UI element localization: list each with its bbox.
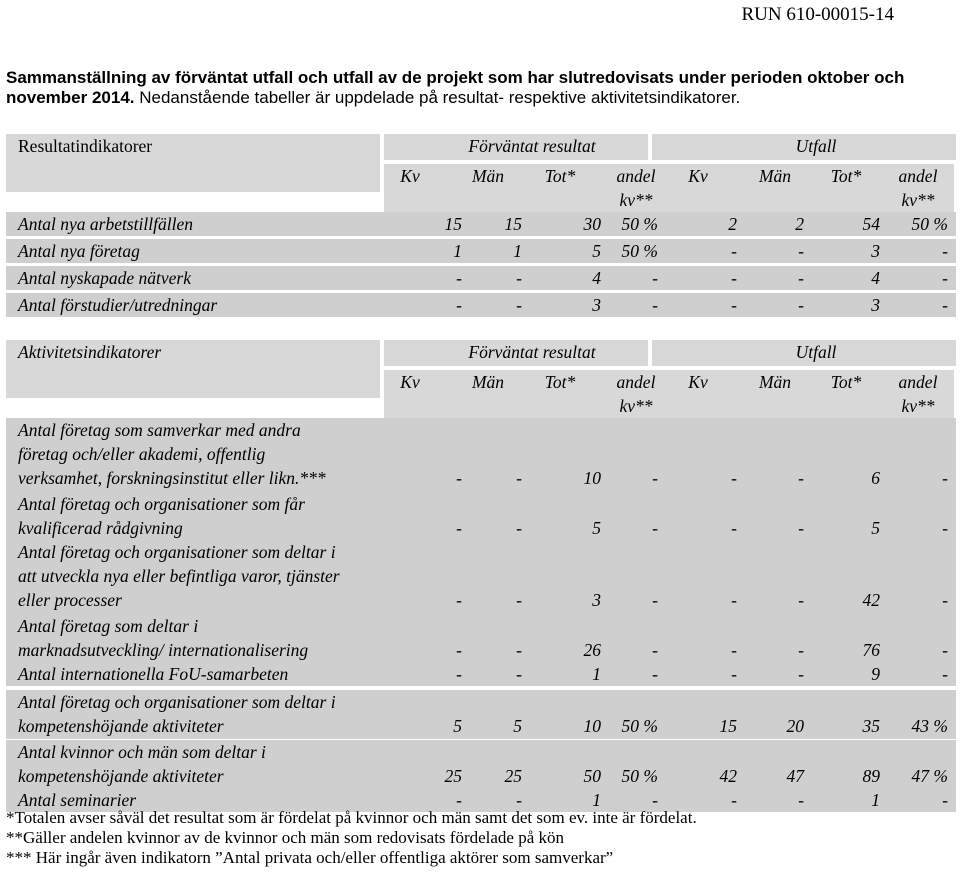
cell-value: - [456,295,462,315]
group-expected-label: Förväntat resultat [468,342,596,362]
cell-value: - [731,468,737,488]
column-header: Tot* [544,166,576,186]
cell-value: - [798,640,804,660]
row-label: Antal företag och organisationer som deltar i [18,692,336,712]
cell-value: 5 [871,518,880,538]
cell-value: 3 [871,295,880,315]
cell-value: - [798,664,804,684]
row-label: Antal företag och organisationer som får [18,494,305,514]
cell-value: - [731,268,737,288]
cell-value: - [731,790,737,810]
cell-value: 10 [583,716,601,736]
column-header: Män [471,372,505,392]
cell-value: 1 [453,241,462,261]
row-label: kvalificerad rådgivning [18,518,183,538]
cell-value: - [652,640,658,660]
cell-value: 2 [728,214,737,234]
row-label: Antal nya arbetstillfällen [18,214,193,234]
cell-value: - [652,590,658,610]
row-label: Antal nyskapade nätverk [18,268,192,288]
row-label: Antal seminarier [18,790,137,810]
cell-value: - [456,268,462,288]
table-title: Resultatindikatorer [18,136,153,156]
cell-value: 47 % [911,766,948,786]
cell-value: - [456,518,462,538]
cell-value: - [798,590,804,610]
column-header: andel [898,372,938,392]
row-label: Antal kvinnor och män som deltar i [18,742,266,762]
cell-value: 50 [583,766,601,786]
column-header: Kv [400,166,420,186]
column-header: Tot* [544,372,576,392]
group-actual-label: Utfall [795,136,837,156]
cell-value: 1 [513,241,522,261]
table-row [6,239,956,263]
row-label: Antal företag som deltar i [18,616,199,636]
cell-value: 1 [592,790,601,810]
cell-value: - [942,790,948,810]
row-label: eller processer [18,590,122,610]
cell-value: 1 [871,790,880,810]
cell-value: - [942,640,948,660]
cell-value: 5 [513,716,522,736]
cell-value: 3 [592,295,601,315]
cell-value: 50 % [621,716,658,736]
column-header: kv** [901,396,935,416]
cell-value: 10 [583,468,601,488]
cell-value: - [798,268,804,288]
cell-value: - [731,664,737,684]
column-header: andel [616,372,656,392]
cell-value: 20 [786,716,804,736]
cell-value: - [798,518,804,538]
cell-value: - [942,295,948,315]
cell-value: 35 [862,716,880,736]
footnotes [6,808,697,868]
cell-value: - [516,664,522,684]
cell-value: 50 % [621,766,658,786]
row-label: Antal förstudier/utredningar [18,295,218,315]
cell-value: 43 % [911,716,948,736]
cell-value: 5 [592,518,601,538]
cell-value: 30 [583,214,601,234]
cell-value: 50 % [621,214,658,234]
row-label: kompetenshöjande aktiviteter [18,766,224,786]
document-reference: RUN 610-00015-14 [741,4,894,25]
cell-value: - [942,468,948,488]
cell-value: 50 % [621,241,658,261]
cell-value: 6 [871,468,880,488]
cell-value: 15 [719,716,737,736]
cell-value: - [798,468,804,488]
cell-value: - [516,468,522,488]
cell-value: 25 [444,766,462,786]
cell-value: 76 [862,640,880,660]
cell-value: - [942,241,948,261]
cell-value: 9 [871,664,880,684]
cell-value: - [652,518,658,538]
cell-value: - [942,268,948,288]
cell-value: 42 [862,590,880,610]
column-header: kv** [901,190,935,210]
footnote: **Gäller andelen kvinnor av de kvinnor och män som redovisats fördelade på kön [6,828,565,847]
row-label: marknadsutveckling/ internationalisering [18,640,309,660]
column-header: kv** [619,190,653,210]
column-header: Kv [400,372,420,392]
cell-value: - [652,295,658,315]
cell-value: - [798,790,804,810]
cell-value: 15 [504,214,522,234]
column-header: kv** [619,396,653,416]
column-header: Män [471,166,505,186]
cell-value: - [516,640,522,660]
cell-value: - [652,790,658,810]
cell-value: - [516,790,522,810]
column-header: Män [758,372,792,392]
column-header: andel [616,166,656,186]
cell-value: - [942,590,948,610]
cell-value: - [798,295,804,315]
cell-value: - [516,268,522,288]
cell-value: 50 % [911,214,948,234]
cell-value: 5 [592,241,601,261]
cell-value: - [942,664,948,684]
row-label: företag och/eller akademi, offentlig [18,444,266,464]
cell-value: - [652,468,658,488]
cell-value: 25 [504,766,522,786]
cell-value: - [798,241,804,261]
row-label: kompetenshöjande aktiviteter [18,716,224,736]
column-header: Tot* [830,166,862,186]
cell-value: 5 [453,716,462,736]
row-label: Antal nya företag [18,241,140,261]
cell-value: - [516,518,522,538]
cell-value: - [731,518,737,538]
row-label: verksamhet, forskningsinstitut eller likn.*** [18,468,326,488]
cell-value: 47 [786,766,804,786]
row-label: Antal internationella FoU-samarbeten [18,664,289,684]
column-header: Kv [688,372,708,392]
cell-value: - [456,640,462,660]
cell-value: - [731,640,737,660]
cell-value: - [731,590,737,610]
cell-value: - [652,268,658,288]
cell-value: 2 [795,214,804,234]
document-heading [6,68,946,108]
cell-value: - [516,590,522,610]
cell-value: - [652,664,658,684]
cell-value: 4 [871,268,880,288]
cell-value: - [731,295,737,315]
cell-value: 89 [862,766,880,786]
heading-rest: Nedanstående tabeller är uppdelade på resultat- respektive aktivitetsindikatorer. [134,88,741,107]
cell-value: - [942,518,948,538]
row-label: att utveckla nya eller befintliga varor, tjänster [18,566,340,586]
column-header: Tot* [830,372,862,392]
cell-value: 4 [592,268,601,288]
row-label: Antal företag som samverkar med andra [18,420,301,440]
table-title: Aktivitetsindikatorer [18,342,162,362]
column-header: Kv [688,166,708,186]
cell-value: - [456,590,462,610]
cell-value: 54 [862,214,880,234]
cell-value: 42 [719,766,737,786]
cell-value: 3 [871,241,880,261]
footnote: *Totalen avser såväl det resultat som är fördelat på kvinnor och män samt det som ev. inte är fördelat. [6,808,697,827]
cell-value: - [456,790,462,810]
cell-value: 3 [592,590,601,610]
group-actual-label: Utfall [795,342,837,362]
cell-value: 15 [444,214,462,234]
row-label: Antal företag och organisationer som deltar i [18,542,336,562]
heading-bold: Sammanställning av förväntat utfall och utfall av de projekt som har slutredovisats under perioden oktober och november 2014. [6,68,905,107]
column-header: Män [758,166,792,186]
column-header: andel [898,166,938,186]
cell-value: 26 [583,640,601,660]
cell-value: 1 [592,664,601,684]
cell-value: - [456,468,462,488]
group-expected-label: Förväntat resultat [468,136,596,156]
cell-value: - [516,295,522,315]
cell-value: - [456,664,462,684]
cell-value: - [731,241,737,261]
footnote: *** Här ingår även indikatorn ”Antal privata och/eller offentliga aktörer som samverkar” [6,848,614,867]
